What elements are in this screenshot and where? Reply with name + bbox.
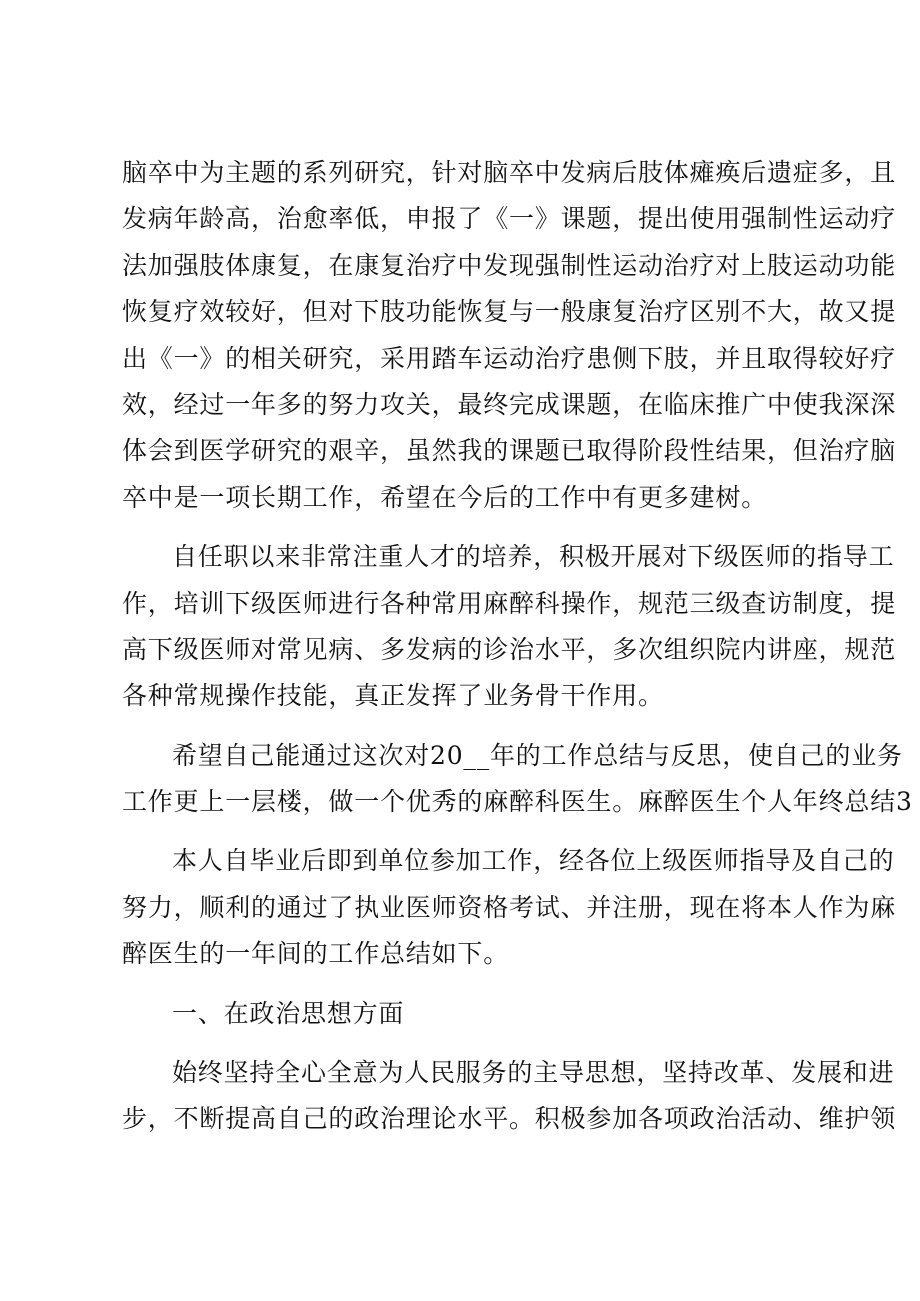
paragraph-gap: [122, 978, 822, 991]
paragraph-line: 始终坚持全心全意为人民服务的主导思想，坚持改革、发展和进: [172, 1058, 895, 1088]
paragraph-line: 工作更上一层楼，做一个优秀的麻醉科医生。麻醉医生个人年终总结3: [122, 787, 913, 817]
paragraph-line: 高下级医师对常见病、多发病的诊治水平，多次组织院内讲座，规范: [122, 634, 897, 664]
document-body: [122, 150, 913, 1143]
paragraph-line: 发病年龄高，治愈率低，申报了《一》课题，提出使用强制性运动疗: [122, 204, 897, 234]
paragraph-line: 自任职以来非常注重人才的培养，积极开展对下级医师的指导工: [172, 542, 895, 572]
paragraph-line: 脑卒中为主题的系列研究，针对脑卒中发病后肢体瘫痪后遗症多，且: [122, 158, 897, 187]
paragraph-line: 作，培训下级医师进行各种常用麻醉科操作，规范三级查访制度，提: [122, 588, 897, 618]
paragraph-line: 恢复疗效较好，但对下肢功能恢复与一般康复治疗区别不大，故又提: [122, 297, 897, 327]
paragraph-line: 各种常规操作技能，真正发挥了业务骨干作用。: [122, 681, 664, 711]
paragraph-line: 努力，顺利的通过了执业医师资格考试、并注册，现在将本人作为麻: [122, 892, 897, 922]
paragraph-gap: [122, 521, 822, 534]
paragraph-line: 希望自己能通过这次对20__年的工作总结与反思，使自己的业务: [172, 740, 903, 770]
paragraph-line: 卒中是一项长期工作，希望在今后的工作中有更多建树。: [122, 482, 768, 512]
paragraph-line: 体会到医学研究的艰辛，虽然我的课题已取得阶段性结果，但治疗脑: [122, 436, 897, 466]
paragraph-line: 本人自毕业后即到单位参加工作，经各位上级医师指导及自己的: [172, 846, 895, 876]
paragraph-line: 效，经过一年多的努力攻关，最终完成课题，在临床推广中使我深深: [122, 389, 897, 419]
paragraph-line: 醉医生的一年间的工作总结如下。: [122, 939, 510, 969]
paragraph-line: 法加强肢体康复，在康复治疗中发现强制性运动治疗对上肢运动功能: [122, 250, 897, 280]
paragraph-gap: [122, 720, 822, 733]
paragraph-gap: [122, 825, 822, 838]
paragraph-gap: [122, 1037, 822, 1050]
section-heading: 一、在政治思想方面: [172, 998, 405, 1028]
paragraph-line: 步，不断提高自己的政治理论水平。积极参加各项政治活动、维护领: [122, 1104, 897, 1134]
paragraph-line: 出《一》的相关研究，采用踏车运动治疗患侧下肢，并且取得较好疗: [122, 343, 897, 373]
